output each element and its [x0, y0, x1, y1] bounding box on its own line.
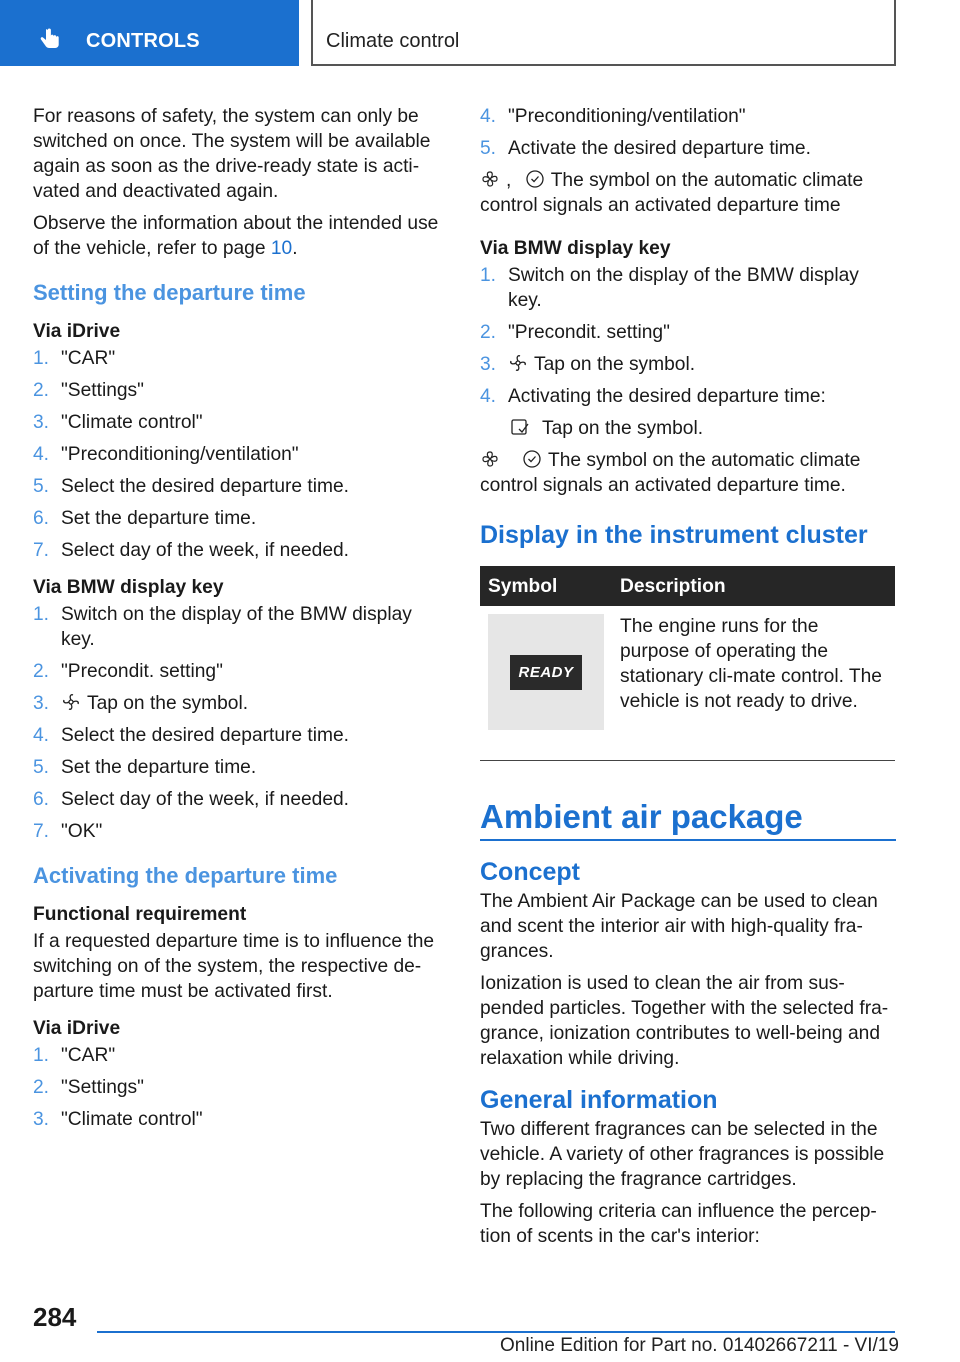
- hand-pointer-icon: [38, 26, 64, 52]
- list-item: [33, 346, 445, 371]
- functional-requirement-text: If a requested departure time is to influence the switching on of the system, the respective de-parture time must be activated first.: [33, 931, 435, 1002]
- list-item: [480, 320, 896, 345]
- step-number: 5.: [480, 138, 497, 159]
- intended-use-paragraph: [33, 211, 445, 261]
- ready-symbol: [488, 614, 604, 730]
- list-item: [33, 602, 445, 652]
- step-text: "Preconditioning/ventilation": [508, 106, 746, 127]
- step-number: 1.: [33, 348, 50, 369]
- clock-check-icon: [522, 449, 542, 469]
- fan-icon: [480, 449, 500, 469]
- list-item: [33, 442, 445, 467]
- step-text: Activating the desired departure time:: [508, 386, 826, 407]
- footer-divider: [97, 1331, 895, 1333]
- step-number: 2.: [33, 1077, 50, 1098]
- list-item: [480, 136, 896, 161]
- general-text-2: The following criteria can influence the percep-tion of scents in the car's interior:: [480, 1201, 877, 1247]
- step-text: Select day of the week, if needed.: [61, 789, 349, 810]
- step-number: 3.: [33, 1109, 50, 1130]
- left-column: [33, 104, 445, 1139]
- symbol-table: [480, 566, 895, 761]
- step-text: "Precondit. setting": [61, 661, 223, 682]
- symbol-note-1: [480, 168, 896, 218]
- step-number: 7.: [33, 540, 50, 561]
- step-number: 4.: [480, 386, 497, 407]
- general-information-heading: General information: [480, 1086, 718, 1114]
- list-item: [480, 384, 896, 409]
- step-text: Set the departure time.: [61, 757, 257, 778]
- ambient-air-heading: Ambient air package: [480, 797, 896, 841]
- step-text: "OK": [61, 821, 103, 842]
- list-item: [33, 474, 445, 499]
- fan-icon: [480, 169, 500, 189]
- list-item: [33, 1107, 445, 1132]
- tap-symbol-text: Tap on the symbol.: [542, 418, 704, 439]
- step-number: 7.: [33, 821, 50, 842]
- step-text: Select the desired departure time.: [61, 476, 349, 497]
- page-header: [0, 0, 960, 66]
- setting-departure-heading: Setting the departure time: [33, 280, 306, 305]
- list-item: [33, 1075, 445, 1100]
- display-instrument-heading: Display in the instrument cluster: [480, 521, 868, 549]
- step-text: "Climate control": [61, 412, 203, 433]
- step-text: Switch on the display of the BMW display key.: [508, 265, 859, 311]
- tap-symbol-line: [480, 416, 896, 441]
- section-label: Climate control: [326, 30, 460, 52]
- setting-key-steps: [33, 602, 445, 844]
- chapter-tab: [0, 0, 299, 66]
- list-item: [33, 819, 445, 844]
- climate-fan-icon: [508, 353, 528, 373]
- step-text: Select the desired departure time.: [61, 725, 349, 746]
- step-number: 3.: [480, 354, 497, 375]
- step-number: 4.: [33, 725, 50, 746]
- step-number: 1.: [33, 604, 50, 625]
- list-item: [33, 1043, 445, 1068]
- step-text: "CAR": [61, 348, 116, 369]
- list-item: [33, 691, 445, 716]
- list-item: [33, 755, 445, 780]
- general-text-1: Two different fragrances can be selected in the vehicle. A variety of other fragrances is possible by replacing the fragrance cartridges.: [480, 1119, 885, 1190]
- via-display-key-heading-2: Via BMW display key: [480, 238, 671, 259]
- via-idrive-heading: Via iDrive: [33, 321, 121, 342]
- step-number: 4.: [480, 106, 497, 127]
- ready-icon: READY: [510, 655, 581, 690]
- via-idrive-heading-2: Via iDrive: [33, 1018, 121, 1039]
- activating-departure-heading: Activating the departure time: [33, 863, 338, 888]
- step-text: Set the departure time.: [61, 508, 257, 529]
- step-text: "Climate control": [61, 1109, 203, 1130]
- symbol-note-text: The symbol on the automatic climate control signals an activated departure time: [480, 170, 864, 216]
- symbol-separator: ,: [506, 170, 512, 191]
- step-number: 3.: [33, 412, 50, 433]
- concept-heading: Concept: [480, 858, 580, 886]
- functional-requirement-heading: Functional requirement: [33, 904, 247, 925]
- list-item: [33, 378, 445, 403]
- setting-idrive-steps: [33, 346, 445, 563]
- step-text: "Settings": [61, 1077, 144, 1098]
- list-item: [33, 506, 445, 531]
- step-number: 4.: [33, 444, 50, 465]
- step-number: 1.: [33, 1045, 50, 1066]
- activating-key-steps: [480, 263, 896, 409]
- step-number: 6.: [33, 508, 50, 529]
- activating-idrive-steps-continued: [480, 104, 896, 161]
- step-number: 2.: [33, 380, 50, 401]
- via-display-key-heading: Via BMW display key: [33, 577, 224, 598]
- step-number: 5.: [33, 757, 50, 778]
- table-header-row: [480, 566, 895, 606]
- page-number: 284: [33, 1302, 77, 1332]
- list-item: [33, 410, 445, 435]
- symbol-note-text: The symbol on the automatic climate control signals an activated departure time.: [480, 450, 861, 496]
- step-number: 2.: [33, 661, 50, 682]
- ionization-text: Ionization is used to clean the air from sus-pended particles. Together with the selected fra-grance, ionization contributes to well-being and relaxation while driving.: [480, 973, 889, 1069]
- list-item: [480, 352, 896, 377]
- list-item: [480, 263, 896, 313]
- intended-use-text: Observe the information about the intended use of the vehicle, refer to page: [33, 213, 439, 259]
- concept-text: The Ambient Air Package can be used to clean and scent the interior air with high-quality fra-grances.: [480, 891, 878, 962]
- step-text: "Settings": [61, 380, 144, 401]
- list-item: [33, 659, 445, 684]
- description-cell: The engine runs for the purpose of operating the stationary cli-mate control. The vehicle is not ready to drive.: [612, 606, 895, 761]
- list-item: [33, 723, 445, 748]
- right-column: [480, 104, 896, 1256]
- clock-check-icon: [525, 169, 545, 189]
- list-item: [480, 104, 896, 129]
- step-text: "CAR": [61, 1045, 116, 1066]
- table-row: [480, 606, 895, 761]
- activating-idrive-steps: [33, 1043, 445, 1132]
- step-text: Tap on the symbol.: [87, 693, 249, 714]
- step-number: 2.: [480, 322, 497, 343]
- edition-text: Online Edition for Part no. 01402667211 - VI/19: [500, 1335, 899, 1356]
- symbol-note-2: [480, 448, 896, 498]
- step-number: 5.: [33, 476, 50, 497]
- list-item: [33, 538, 445, 563]
- climate-fan-icon: [61, 692, 81, 712]
- list-item: [33, 787, 445, 812]
- chapter-label: CONTROLS: [86, 30, 200, 52]
- description-column-header: Description: [612, 566, 895, 606]
- checkbox-icon: [510, 417, 530, 437]
- symbol-cell: [480, 606, 612, 761]
- step-text: Tap on the symbol.: [534, 354, 696, 375]
- section-tab: [311, 0, 896, 66]
- symbol-column-header: Symbol: [480, 566, 612, 606]
- step-text: Switch on the display of the BMW display key.: [61, 604, 412, 650]
- page-reference-link[interactable]: 10: [270, 238, 293, 259]
- step-text: Activate the desired departure time.: [508, 138, 811, 159]
- step-number: 6.: [33, 789, 50, 810]
- step-text: "Precondit. setting": [508, 322, 670, 343]
- intro-paragraph: For reasons of safety, the system can only be switched on once. The system will be available again as soon as the drive-ready state is acti-vated and deactivated again.: [33, 106, 431, 202]
- step-number: 1.: [480, 265, 497, 286]
- intended-use-period: .: [292, 238, 298, 259]
- step-number: 3.: [33, 693, 50, 714]
- step-text: Select day of the week, if needed.: [61, 540, 349, 561]
- step-text: "Preconditioning/ventilation": [61, 444, 299, 465]
